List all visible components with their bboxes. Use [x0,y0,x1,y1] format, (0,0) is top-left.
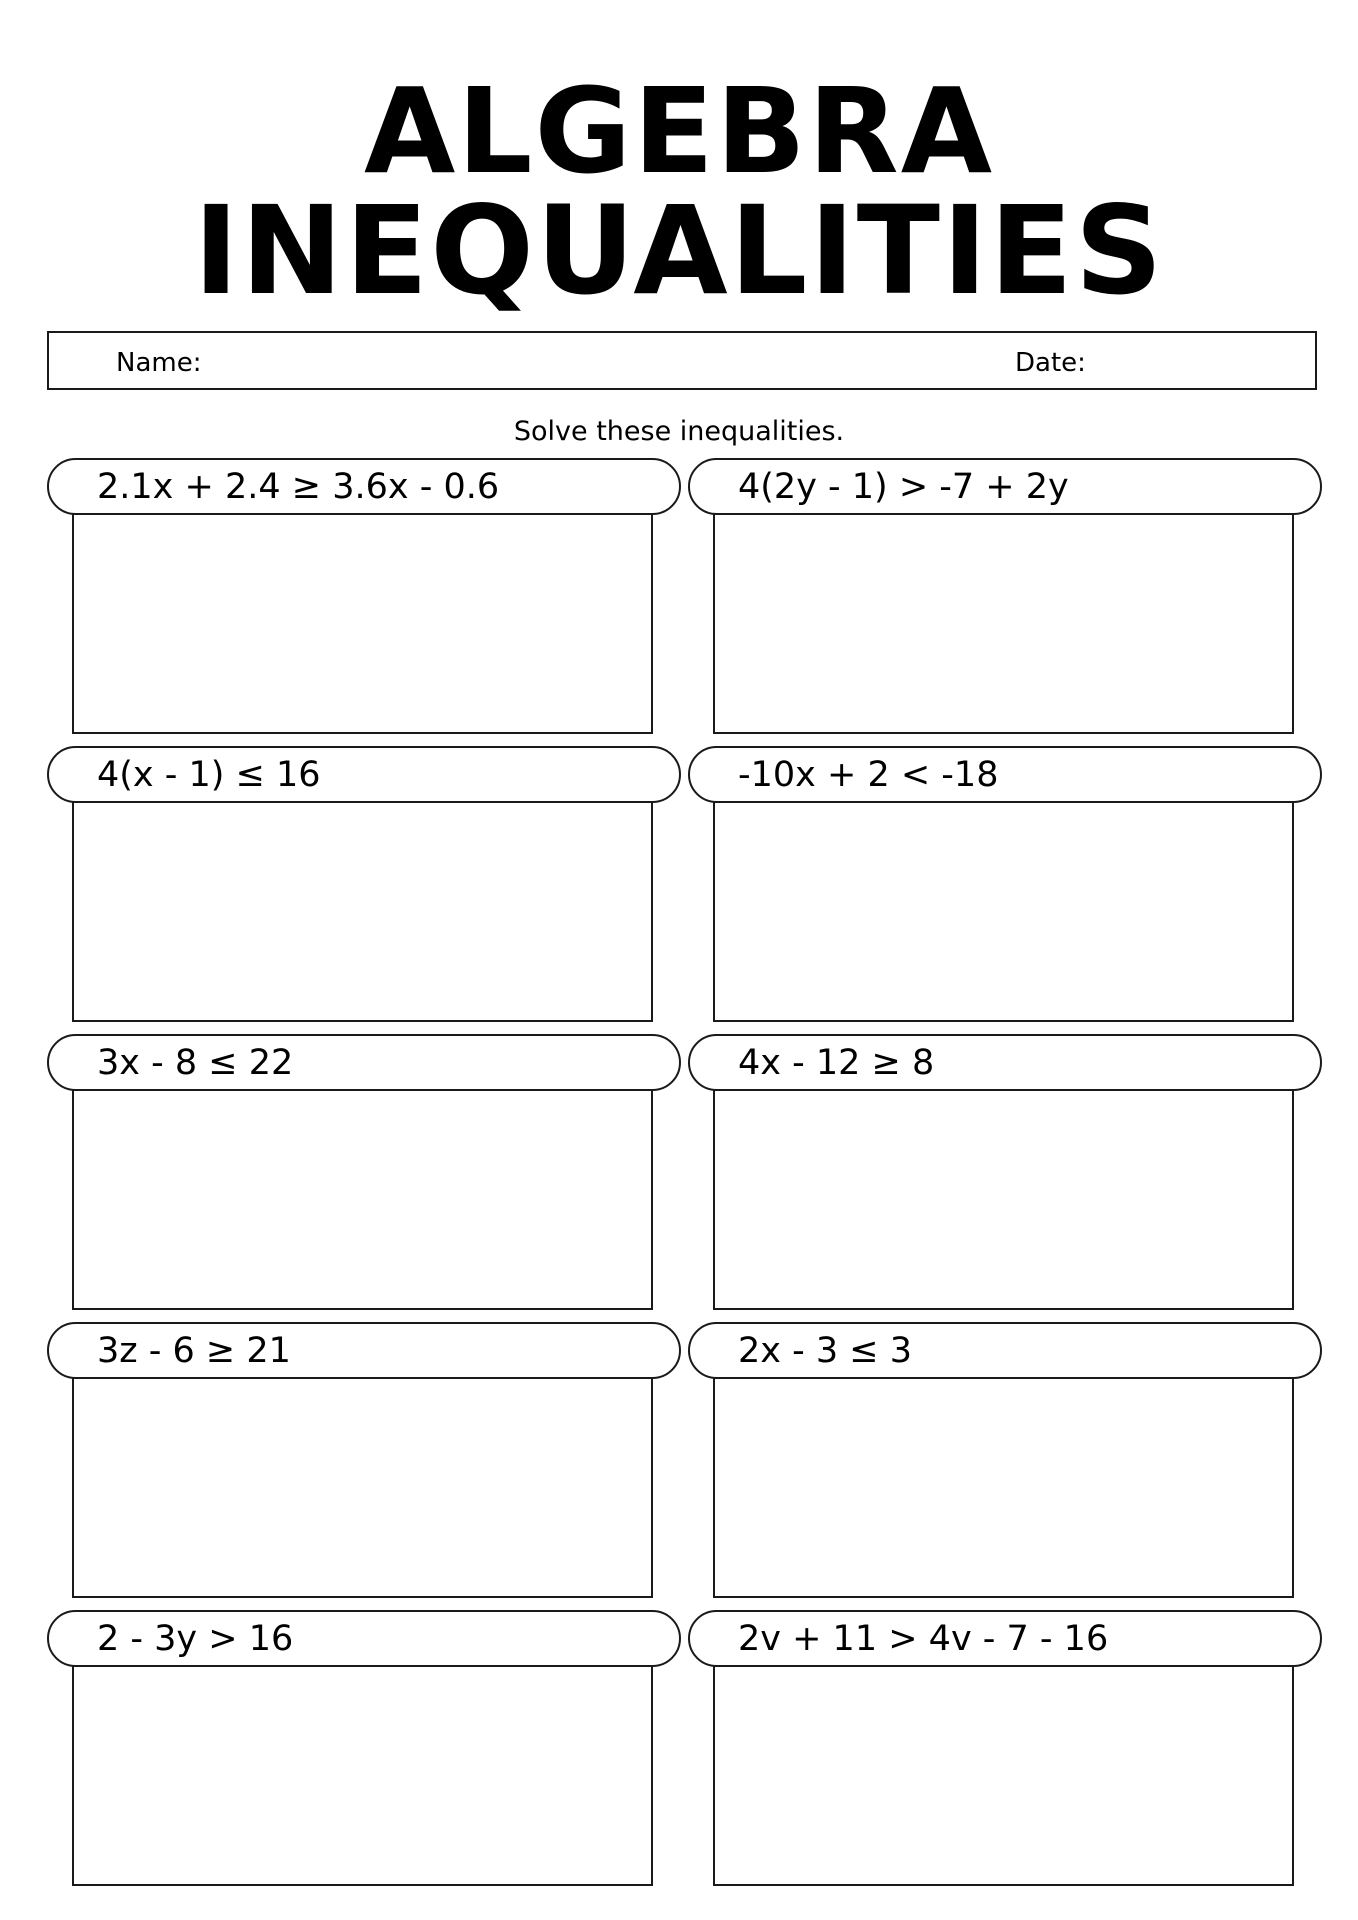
problem-1 [47,458,681,741]
problem-expression: 2 - 3y > 16 [97,1619,294,1659]
problem-2 [688,458,1322,741]
answer-box[interactable] [72,513,653,734]
problem-label-pill [47,746,681,803]
problem-4 [688,746,1322,1029]
title-line-1: ALGEBRA [363,62,995,200]
problem-label-pill [47,1322,681,1379]
date-label: Date: [1015,348,1086,378]
answer-box[interactable] [713,513,1294,734]
problem-expression: 2x - 3 ≤ 3 [738,1331,912,1371]
problem-7 [47,1322,681,1605]
problem-label-pill [688,1322,1322,1379]
problem-8 [688,1322,1322,1605]
answer-box[interactable] [713,1665,1294,1886]
problem-expression: 4x - 12 ≥ 8 [738,1043,935,1083]
name-label: Name: [116,348,202,378]
problem-expression: 4(2y - 1) > -7 + 2y [738,467,1069,507]
problem-expression: 2v + 11 > 4v - 7 - 16 [738,1619,1109,1659]
problem-label-pill [688,1034,1322,1091]
name-date-box [47,331,1317,390]
problem-5 [47,1034,681,1317]
problem-expression: -10x + 2 < -18 [738,755,999,795]
answer-box[interactable] [72,1377,653,1598]
answer-box[interactable] [72,801,653,1022]
problem-label-pill [47,1034,681,1091]
problem-3 [47,746,681,1029]
problem-label-pill [47,1610,681,1667]
instruction-text: Solve these inequalities. [513,416,845,447]
problem-label-pill [688,746,1322,803]
answer-box[interactable] [713,1377,1294,1598]
problem-6 [688,1034,1322,1317]
answer-box[interactable] [72,1665,653,1886]
problem-label-pill [688,458,1322,515]
problem-expression: 3x - 8 ≤ 22 [97,1043,294,1083]
problem-expression: 3z - 6 ≥ 21 [97,1331,291,1371]
problem-expression: 4(x - 1) ≤ 16 [97,755,321,795]
problem-10 [688,1610,1322,1893]
answer-box[interactable] [713,801,1294,1022]
title-line-2: INEQUALITIES [193,180,1165,322]
problem-label-pill [47,458,681,515]
answer-box[interactable] [72,1089,653,1310]
problem-9 [47,1610,681,1893]
answer-box[interactable] [713,1089,1294,1310]
problem-expression: 2.1x + 2.4 ≥ 3.6x - 0.6 [97,467,500,507]
problem-label-pill [688,1610,1322,1667]
